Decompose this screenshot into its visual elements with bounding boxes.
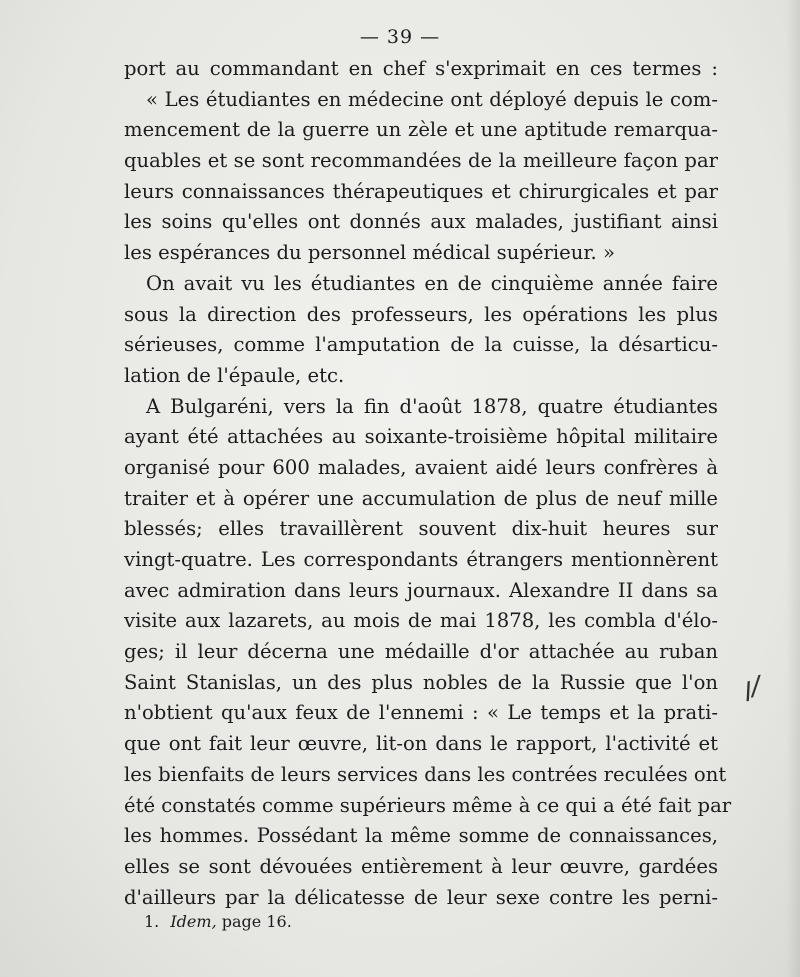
text-line: « Les étudiantes en médecine ont déployé depuis le com- <box>146 87 718 111</box>
text-line: les soins qu'elles ont donnés aux malades, justifiant ainsi <box>124 210 718 234</box>
page-number: — 39 — <box>359 26 441 48</box>
text-line: blessés; elles travaillèrent souvent dix-huit heures sur <box>124 517 718 541</box>
text-line: ges; il leur décerna une médaille d'or attachée au ruban <box>124 640 718 664</box>
text-line: A Bulgaréni, vers la fin d'août 1878, quatre étudiantes <box>146 394 718 418</box>
text-line: les hommes. Possédant la même somme de connaissances, <box>124 824 718 848</box>
text-line: On avait vu les étudiantes en de cinquième année faire <box>146 271 718 295</box>
text-line: sérieuses, comme l'amputation de la cuisse, la désarticu- <box>124 333 718 357</box>
text-line: les bienfaits de leurs services dans les contrées reculées ont <box>124 762 727 786</box>
text-line: d'ailleurs par la délicatesse de leur sexe contre les perni- <box>124 885 718 909</box>
text-line: n'obtient qu'aux feux de l'ennemi : « Le temps et la prati- <box>124 701 718 725</box>
text-line: sous la direction des professeurs, les opérations les plus <box>124 302 718 326</box>
text-line: Saint Stanislas, un des plus nobles de la Russie que l'on <box>124 670 718 694</box>
text-line: organisé pour 600 malades, avaient aidé leurs confrères à <box>124 455 718 479</box>
text-line: vingt-quatre. Les correspondants étrangers mentionnèrent <box>124 548 718 571</box>
text-line: port au commandant en chef s'exprimait en ces termes : <box>124 57 718 80</box>
text-line: que ont fait leur œuvre, lit-on dans le rapport, l'activité et <box>124 732 718 756</box>
body-text <box>124 54 732 913</box>
page-edge-shadow <box>786 0 800 977</box>
text-line: visite aux lazarets, au mois de mai 1878, les combla d'élo- <box>124 609 718 633</box>
footnote-page-ref: page 16. <box>221 912 292 931</box>
text-line: les espérances du personnel médical supérieur. » <box>124 241 615 265</box>
handwritten-margin-mark: ꞁ/ <box>741 671 762 703</box>
footnote-number: 1. <box>144 912 160 931</box>
footnote <box>144 912 292 931</box>
text-line: elles se sont dévouées entièrement à leur œuvre, gardées <box>124 854 718 878</box>
text-line: traiter et à opérer une accumulation de plus de neuf mille <box>124 486 718 510</box>
text-line: avec admiration dans leurs journaux. Alexandre II dans sa <box>124 578 718 602</box>
text-line: mencement de la guerre un zèle et une aptitude remarqua- <box>124 118 718 142</box>
text-line: quables et se sont recommandées de la meilleure façon par <box>124 149 718 173</box>
text-line: ayant été attachées au soixante-troisième hôpital militaire <box>124 425 718 449</box>
text-line: leurs connaissances thérapeutiques et chirurgicales et par <box>124 179 718 203</box>
footnote-source: Idem, <box>170 912 217 931</box>
text-line: été constatés comme supérieurs même à ce qui a été fait par <box>124 793 732 817</box>
text-line: lation de l'épaule, etc. <box>124 363 345 387</box>
